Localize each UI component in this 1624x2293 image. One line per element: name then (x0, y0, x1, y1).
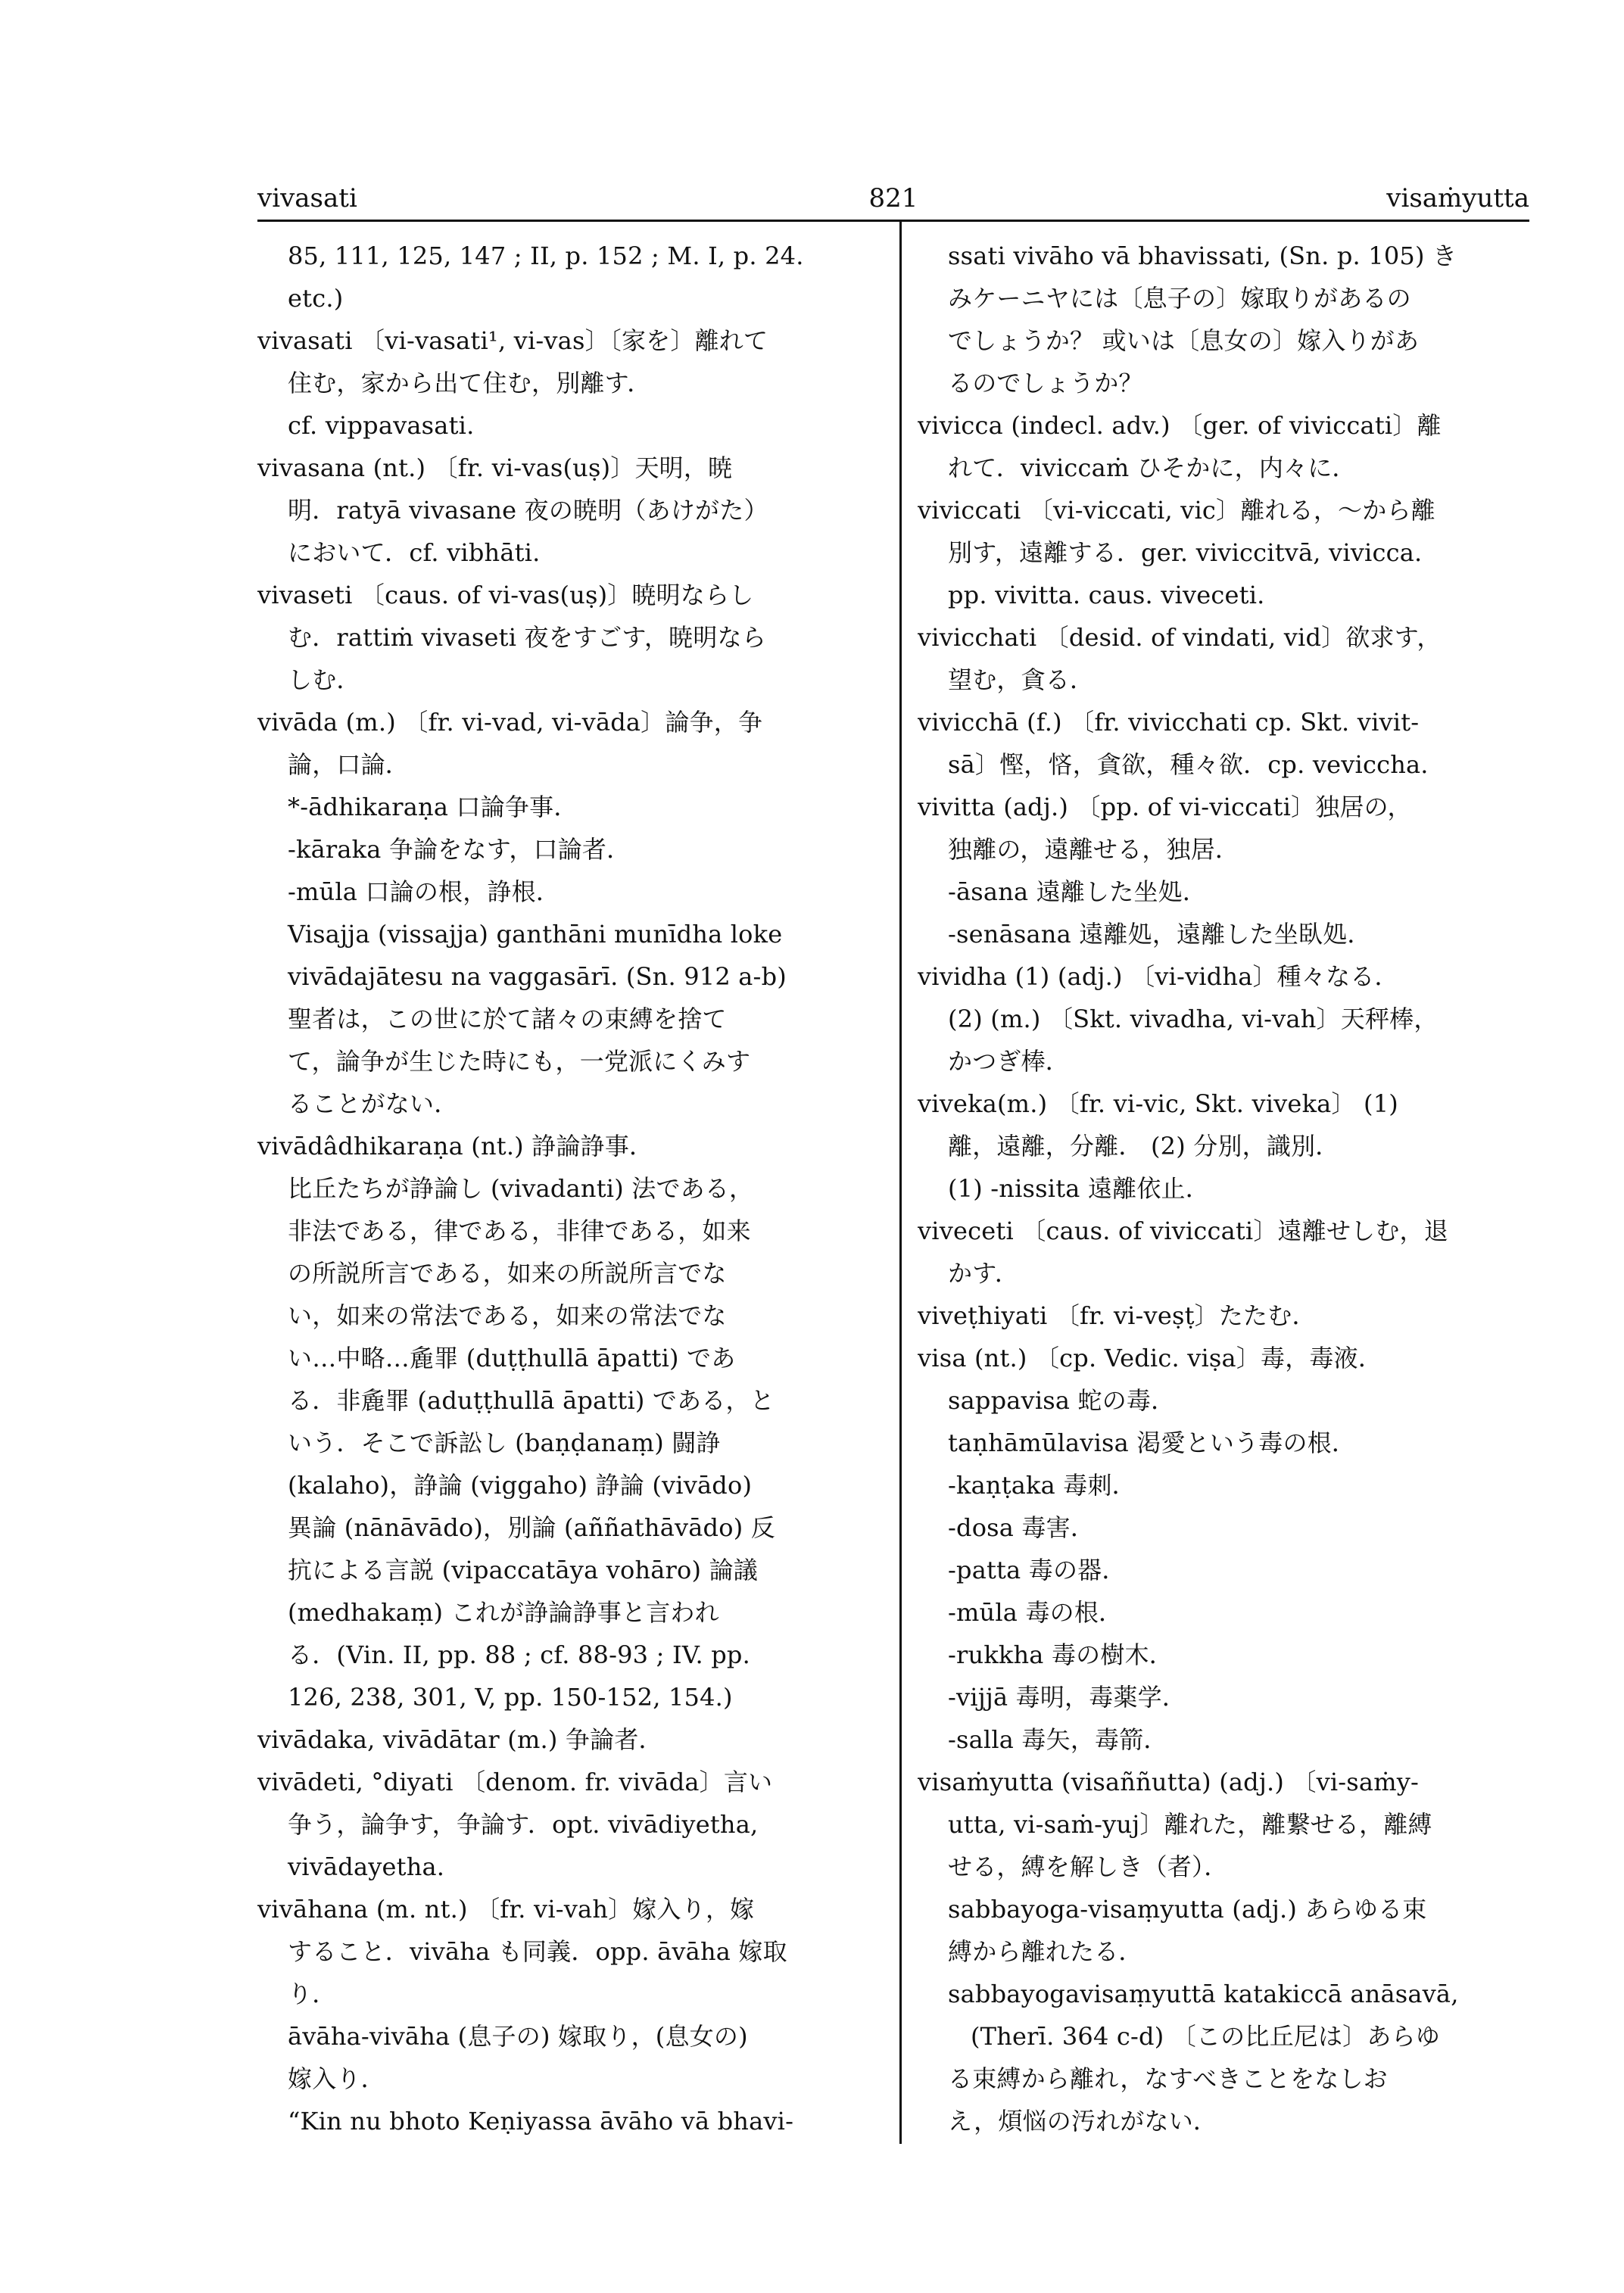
entry-line: sappavisa 蛇の毒． (948, 1386, 1176, 1415)
entry-line: sabbayogavisaṃyuttā katakiccā anāsavā, (948, 1980, 1459, 2008)
entry-line: の所説所言である，如来の所説所言でな (288, 1259, 727, 1288)
entry-line: -āsana 遠離した坐処． (948, 877, 1208, 906)
entry-line: かつぎ棒． (948, 1047, 1071, 1076)
entry-headword-line: viveceti 〔caus. of viviccati〕遠離せしむ，退 (918, 1217, 1448, 1245)
entry-headword-line: vivicchā (f.) 〔fr. vivicchati cp. Skt. vivit- (918, 708, 1420, 737)
entry-line: 離，遠離，分離． (2) 分別，識別． (948, 1132, 1340, 1161)
entry-line: い，如来の常法である，如来の常法でな (288, 1301, 727, 1330)
entry-headword-line: vivaseti 〔caus. of vi-vas(uṣ)〕暁明ならし (257, 581, 754, 609)
entry-line: *-ādhikaraṇa 口論争事． (288, 793, 578, 821)
entry-headword-line: viveṭhiyati 〔fr. vi-veṣṭ〕たたむ． (918, 1301, 1317, 1330)
entry-line: -rukkha 毒の樹木． (948, 1640, 1174, 1669)
entry-line: -senāsana 遠離処，遠離した坐臥処． (948, 920, 1372, 949)
entry-line: sā〕慳，悋，貪欲，種々欲．cp. veviccha. (948, 750, 1429, 779)
entry-headword-line: viveka(m.) 〔fr. vi-vic, Skt. viveka〕 (1) (918, 1089, 1398, 1118)
entry-line: sabbayoga-visaṃyutta (adj.) あらゆる束 (948, 1895, 1427, 1924)
entry-headword-line: vivāda (m.) 〔fr. vi-vad, vi-vāda〕論争，争 (257, 708, 763, 737)
left-column (257, 235, 863, 2142)
entry-line: -patta 毒の器． (948, 1556, 1127, 1584)
entry-line: せる，縛を解しき（者）． (948, 1852, 1229, 1881)
entry-line: 126, 238, 301, V, pp. 150-152, 154.) (288, 1683, 733, 1712)
entry-headword-line: vivicchati 〔desid. of vindati, vid〕欲求す， (918, 623, 1442, 652)
entry-headword-line: vivāhana (m. nt.) 〔fr. vi-vah〕嫁入り，嫁 (257, 1895, 755, 1924)
entry-line: る．非麁罪 (aduṭṭhullā āpatti) である，と (288, 1386, 775, 1415)
entry-line: 独離の，遠離せる，独居． (948, 835, 1240, 864)
entry-line: vivādajātesu na vaggasārī. (Sn. 912 a-b) (288, 962, 787, 991)
entry-line: (medhakaṃ) これが諍論諍事と言われ (288, 1598, 719, 1627)
entry-line: 抗による言説 (vipaccatāya vohāro) 論議 (288, 1556, 758, 1584)
entry-line: -mūla 口論の根，諍根． (288, 877, 561, 906)
entry-line: -dosa 毒害． (948, 1513, 1096, 1542)
entry-line: 比丘たちが諍論し (vivadanti) 法である， (288, 1174, 754, 1203)
entry-headword-line: vividha (1) (adj.) 〔vi-vidha〕種々なる． (918, 962, 1399, 991)
entry-headword-line: vivādaka, vivādātar (m.) 争論者． (257, 1725, 663, 1754)
entry-headword-line: viviccati 〔vi-viccati, vic〕離れる，〜から離 (918, 496, 1435, 525)
entry-headword-line: visa (nt.) 〔cp. Vedic. viṣa〕毒，毒液． (918, 1344, 1383, 1372)
entry-line: 明．ratyā vivasane 夜の暁明（あけがた） (288, 496, 768, 525)
entry-line: taṇhāmūlavisa 渇愛という毒の根． (948, 1428, 1357, 1457)
entry-headword-line: vivādâdhikaraṇa (nt.) 諍論諍事． (257, 1132, 654, 1161)
entry-line: 望む，貪る． (948, 665, 1095, 694)
entry-line: (1) -nissita 遠離依止． (948, 1174, 1210, 1203)
entry-line: り． (288, 1980, 337, 2008)
entry-line: 聖者は，この世に於て諸々の束縛を捨て (288, 1005, 727, 1033)
entry-line: 論，口論． (288, 750, 410, 779)
entry-line: れて．viviccaṁ ひそかに，内々に． (948, 453, 1357, 482)
entry-line: え，煩悩の汚れがない． (948, 2107, 1218, 2136)
entry-line: āvāha-vivāha (息子の) 嫁取り，(息女の) (288, 2022, 748, 2051)
entry-line: etc.) (288, 284, 344, 313)
entry-line: 非法である，律である，非律である，如来 (288, 1217, 751, 1245)
entry-line: すること．vivāha も同義．opp. āvāha 嫁取 (288, 1937, 787, 1966)
entry-line: -kaṇṭaka 毒刺． (948, 1471, 1136, 1500)
entry-headword-line: vivasana (nt.) 〔fr. vi-vas(uṣ)〕天明，暁 (257, 453, 733, 482)
column-divider (899, 221, 902, 2144)
entry-line: cf. vippavasati. (288, 411, 475, 440)
entry-line: いう．そこで訴訟し (baṇḍanaṃ) 闘諍 (288, 1428, 721, 1457)
entry-line: ることがない． (288, 1089, 459, 1118)
entry-line: utta, vi-saṁ-yuj〕離れた，離繋せる，離縛 (948, 1810, 1432, 1839)
entry-line: みケーニヤには〔息子の〕嫁取りがあるの (948, 284, 1411, 313)
entry-line: ssati vivāho vā bhavissati, (Sn. p. 105) き (948, 241, 1457, 270)
entry-line: る束縛から離れ，なすべきことをなしお (948, 2064, 1388, 2093)
entry-line: (Therī. 364 c-d) 〔この比丘尼は〕あらゆ (971, 2022, 1440, 2051)
entry-line: 異論 (nānāvādo)，別論 (aññathāvādo) 反 (288, 1513, 775, 1542)
entry-line: vivādayetha. (288, 1852, 445, 1881)
header-rule (257, 220, 1529, 222)
entry-line: “Kin nu bhoto Keṇiyassa āvāho vā bhavi- (288, 2107, 794, 2136)
entry-line: い…中略…麁罪 (duṭṭhullā āpatti) であ (288, 1344, 736, 1372)
entry-line: Visajja (vissajja) ganthāni munīdha loke (288, 920, 783, 949)
page-header (257, 176, 1529, 221)
entry-line: でしょうか？ 或いは〔息女の〕嫁入りがあ (948, 326, 1420, 355)
entry-line: しむ． (288, 665, 361, 694)
entry-line: -mūla 毒の根． (948, 1598, 1124, 1627)
entry-line: 争う，論争す，争論す．opt. vivādiyetha, (288, 1810, 759, 1839)
entry-headword-line: vivitta (adj.) 〔pp. of vi-viccati〕独居の， (918, 793, 1412, 821)
page-number: 821 (868, 183, 918, 213)
entry-line: -kāraka 争論をなす，口論者． (288, 835, 631, 864)
entry-headword-line: vivicca (indecl. adv.) 〔ger. of viviccati〕離 (918, 411, 1442, 440)
entry-line: -vijjā 毒明，毒薬学． (948, 1683, 1187, 1712)
entry-line: 嫁入り． (288, 2064, 385, 2093)
entry-line: (kalaho)，諍論 (viggaho) 諍論 (vivādo) (288, 1471, 753, 1500)
entry-line: において．cf. vibhāti. (288, 538, 541, 567)
entry-line: -salla 毒矢，毒箭． (948, 1725, 1168, 1754)
entry-line: る．(Vin. II, pp. 88 ; cf. 88-93 ; IV. pp. (288, 1640, 750, 1669)
entry-headword-line: visaṁyutta (visaññutta) (adj.) 〔vi-saṁy- (918, 1768, 1420, 1796)
entry-headword-line: vivādeti, °diyati 〔denom. fr. vivāda〕言い (257, 1768, 773, 1796)
entry-headword-line: vivasati 〔vi-vasati¹, vi-vas〕〔家を〕離れて (257, 326, 768, 355)
entry-line: pp. vivitta. caus. viveceti. (948, 581, 1265, 609)
header-left-guide-word: vivasati (257, 183, 357, 213)
entry-line: 別す，遠離する．ger. viviccitvā, vivicca. (948, 538, 1423, 567)
entry-line: 縛から離れたる． (948, 1937, 1143, 1966)
header-right-guide-word: visaṁyutta (1386, 183, 1529, 213)
entry-line: (2) (m.) 〔Skt. vivadha, vi-vah〕天秤棒， (948, 1005, 1439, 1033)
entry-line: む．rattiṁ vivaseti 夜をすごす，暁明なら (288, 623, 766, 652)
entry-line: 住む，家から出て住む，別離す． (288, 369, 652, 397)
entry-line: かす． (948, 1259, 1020, 1288)
right-column (918, 235, 1523, 2142)
entry-line: 85, 111, 125, 147 ; II, p. 152 ; M. I, p. 24. (288, 241, 804, 270)
entry-line: て，論争が生じた時にも，一党派にくみす (288, 1047, 751, 1076)
entry-line: るのでしょうか？ (948, 369, 1143, 397)
